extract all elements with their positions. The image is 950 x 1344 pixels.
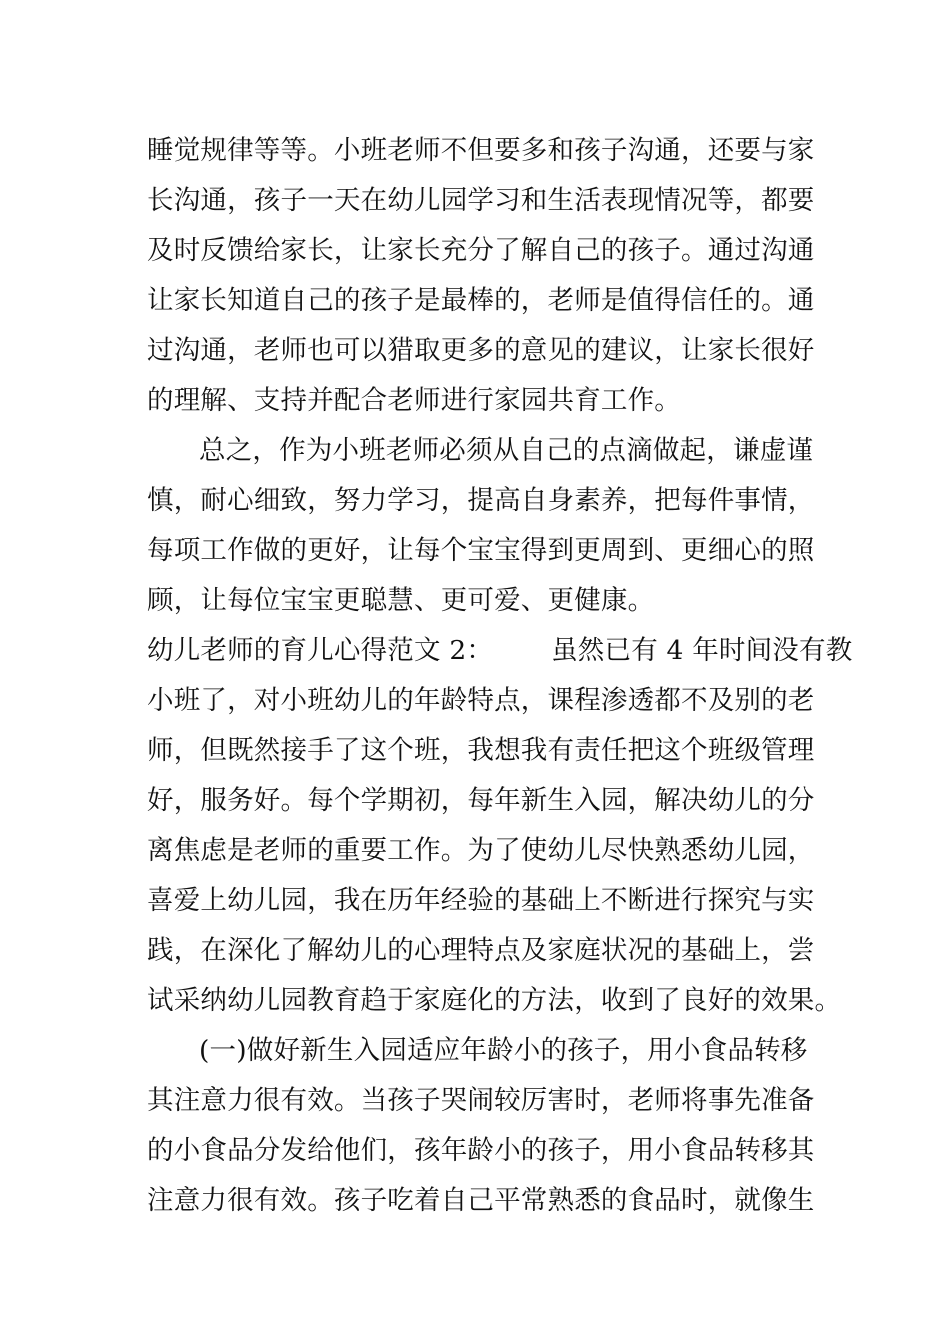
text-line: 每项工作做的更好，让每个宝宝得到更周到、更细心的照 [147,535,815,566]
text-line: 长沟通，孩子一天在幼儿园学习和生活表现情况等，都要 [147,185,815,216]
text-line: 睡觉规律等等。小班老师不但要多和孩子沟通，还要与家 [147,135,815,166]
text-line: 其注意力很有效。当孩子哭闹较厉害时，老师将事先准备 [147,1085,815,1116]
text-line: 及时反馈给家长，让家长充分了解自己的孩子。通过沟通 [147,235,815,266]
text-line: 喜爱上幼儿园，我在历年经验的基础上不断进行探究与实 [147,885,815,916]
text-line: 离焦虑是老师的重要工作。为了使幼儿尽快熟悉幼儿园， [147,835,815,866]
text-line: 的理解、支持并配合老师进行家园共育工作。 [147,385,681,416]
text-line: 总之，作为小班老师必须从自己的点滴做起，谦虚谨 [199,435,814,466]
text-line: 师，但既然接手了这个班，我想我有责任把这个班级管理 [147,735,815,766]
text-line: (一)做好新生入园适应年龄小的孩子，用小食品转移 [199,1035,808,1066]
heading-continuation: 虽然已有 4 年时间没有教 [551,635,853,666]
text-line: 践，在深化了解幼儿的心理特点及家庭状况的基础上，尝 [147,935,815,966]
text-line: 过沟通，老师也可以猎取更多的意见的建议，让家长很好 [147,335,815,366]
text-line: 的小食品分发给他们，孩年龄小的孩子，用小食品转移其 [147,1135,815,1166]
section-heading-line [147,634,853,668]
text-line: 试采纳幼儿园教育趋于家庭化的方法，收到了良好的效果。 [147,985,842,1016]
text-line: 注意力很有效。孩子吃着自己平常熟悉的食品时，就像生 [147,1185,815,1216]
text-line: 让家长知道自己的孩子是最棒的，老师是值得信任的。通 [147,285,815,316]
text-line: 慎，耐心细致，努力学习，提高自身素养，把每件事情， [147,485,815,516]
text-line: 好，服务好。每个学期初，每年新生入园，解决幼儿的分 [147,785,815,816]
text-line: 小班了，对小班幼儿的年龄特点，课程渗透都不及别的老 [147,685,815,716]
section-heading: 幼儿老师的育儿心得范文 2： [147,635,494,666]
text-line: 顾，让每位宝宝更聪慧、更可爱、更健康。 [147,585,655,616]
